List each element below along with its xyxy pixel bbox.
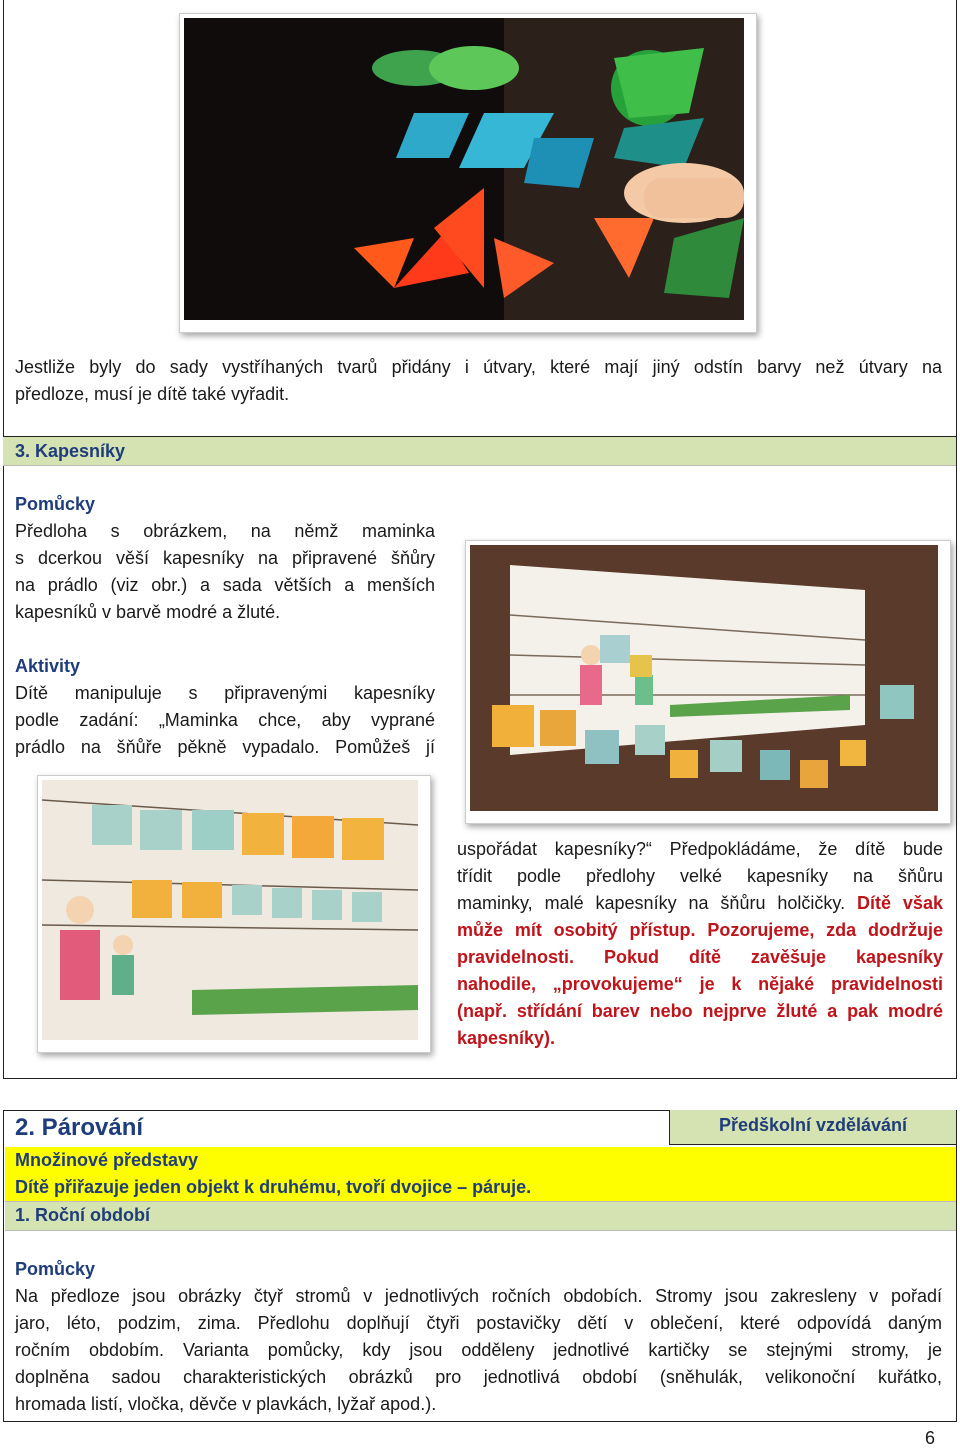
aktivity-line: prádlo na šňůře pěkně vypadalo. Pomůžeš jí — [15, 737, 435, 757]
pomucky-line: Předloha s obrázkem, na němž maminka — [15, 521, 435, 541]
cont-line-text: maminky, malé kapesníky na šňůru holčičky. — [457, 893, 846, 913]
parovani-line: doplněna sadou charakteristických obrázků pro jednotlivá období (sněhulák, velikonoční kuřátko, — [15, 1367, 942, 1387]
parovani-yellow-bar — [5, 1147, 956, 1201]
parovani-line: jaro, léto, podzim, zima. Předlohu doplňují čtyři postavičky dětí v oblečení, které odpovídá daným — [15, 1313, 942, 1333]
aktivity-line: Dítě manipuluje s připravenými kapesníky — [15, 683, 435, 703]
red-line: pravidelnosti. Pokud dítě zavěšuje kapesníky — [457, 947, 943, 967]
kapesniky-heading: 3. Kapesníky — [15, 441, 126, 461]
aktivity-label: Aktivity — [15, 656, 81, 676]
parovani-line: ročním obdobím. Varianta pomůcky, kdy jsou odděleny jednotlivé kartičky se stejnými stromy, je — [15, 1340, 942, 1360]
parovani-title-row — [3, 1110, 957, 1146]
cont-line: třídit podle předlohy velké kapesníky na šňůru — [457, 866, 943, 886]
clothesline-photo-left — [37, 775, 431, 1053]
parovani-line: hromada listí, vločka, děvče v plavkách, lyžař apod.). — [15, 1394, 437, 1414]
pomucky-line: s dcerkou věší kapesníky na připravené šňůry — [15, 548, 435, 568]
parovani-pomucky-label: Pomůcky — [15, 1259, 96, 1279]
parovani-description: Dítě přiřazuje jeden objekt k druhému, tvoří dvojice – páruje. — [15, 1177, 532, 1197]
red-line: (např. střídání barev nebo nejprve žluté a pak modré — [457, 1001, 943, 1021]
paragraph-line: Jestliže byly do sady vystříhaných tvarů přidány i útvary, které mají jiný odstín barvy než útvary na — [15, 357, 942, 377]
page-number: 6 — [924, 1428, 935, 1448]
cont-line: uspořádat kapesníky?“ Předpokládáme, že dítě bude — [457, 839, 943, 859]
red-line: nahodile, „provokujeme“ je k nějaké pravidelnosti — [457, 974, 943, 994]
category-badge — [669, 1110, 956, 1145]
parovani-line: Na předloze jsou obrázky čtyř stromů v jednotlivých ročních obdobích. Stromy jsou zakresleny v pořadí — [15, 1286, 942, 1306]
rocni-obdobi-bar — [5, 1201, 956, 1231]
pomucky-line: na prádlo (viz obr.) a sada větších a menších — [15, 575, 435, 595]
parovani-title: 2. Párování — [15, 1114, 144, 1141]
parovani-subtitle: Množinové představy — [15, 1150, 199, 1170]
parovani-pomucky-text — [15, 1283, 942, 1418]
shapes-photo — [179, 13, 757, 333]
paragraph-line: předloze, musí je dítě také vyřadit. — [15, 384, 290, 404]
red-inline: Dítě však — [857, 893, 943, 913]
red-line: kapesníky). — [457, 1028, 556, 1048]
pomucky-label: Pomůcky — [15, 494, 96, 514]
kapesniky-heading-bar — [3, 436, 956, 466]
cont-line — [457, 890, 943, 917]
pomucky-text — [15, 518, 435, 626]
aktivity-line: podle zadání: „Maminka chce, aby vyprané — [15, 710, 435, 730]
intro-paragraph — [15, 354, 942, 408]
category-label: Předškolní vzdělávání — [718, 1115, 908, 1135]
aktivity-text — [15, 680, 435, 761]
red-line: může mít osobitý přístup. Pozorujeme, zda dodržuje — [457, 920, 943, 940]
clothesline-photo-right — [465, 540, 951, 824]
pomucky-line: kapesníků v barvě modré a žluté. — [15, 602, 281, 622]
rocni-obdobi-heading: 1. Roční období — [15, 1205, 150, 1225]
kapesniky-continuation — [457, 836, 943, 1052]
